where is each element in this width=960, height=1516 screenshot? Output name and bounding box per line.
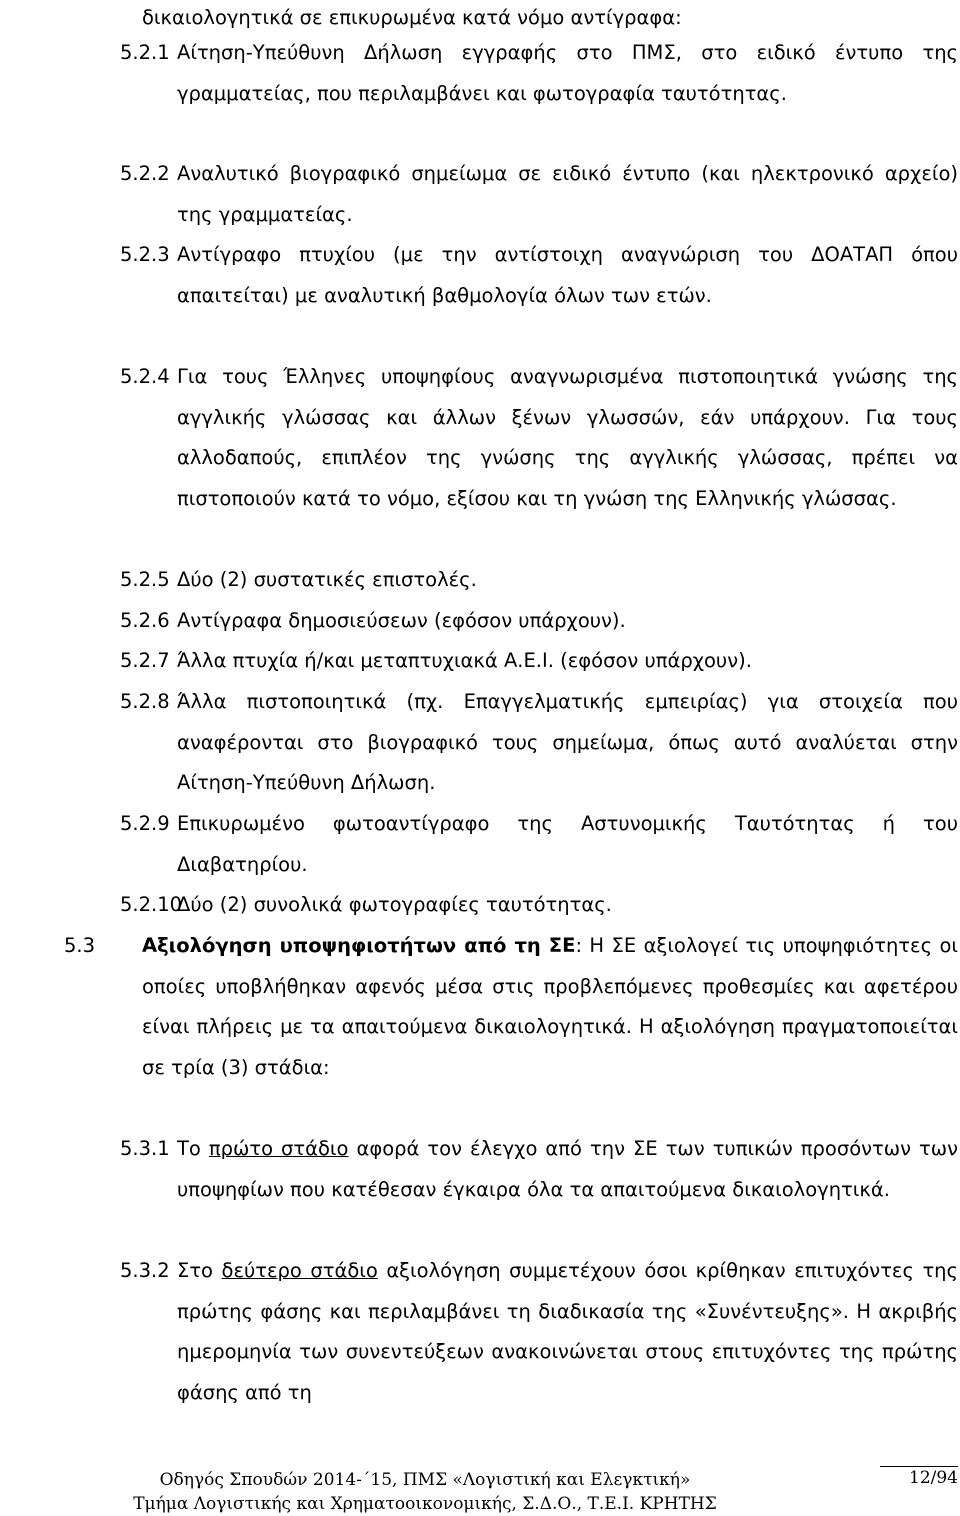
item-text-post: αφορά τον έλεγχο από την ΣΕ των τυπικών προσόντων των υποψηφίων που κατέθεσαν έγκαιρα όλα τα απαιτούμενα δικαιολογητικά. [177,1137,958,1201]
item-text: Άλλα πιστοποιητικά (πχ. Επαγγελματικής εμπειρίας) για στοιχεία που αναφέρονται στο βιογραφικό τους σημείωμα, όπως αυτό αναλύεται στην Αίτηση-Υπεύθυνη Δήλωση. [177,690,958,794]
item-number: 5.2.4 [120,365,170,388]
section-text [142,926,958,1088]
item-number: 5.2.5 [120,568,170,591]
list-item [120,560,958,601]
item-number: 5.2.7 [120,649,170,672]
item-text: Άλλα πτυχία ή/και μεταπτυχιακά Α.Ε.Ι. (εφόσον υπάρχουν). [177,649,752,672]
item-text-post: αξιολόγηση συμμετέχουν όσοι κρίθηκαν επιτυχόντες της πρώτης φάσης και περιλαμβάνει τη διαδικασία της «Συνέντευξης». Η ακριβής ημερομηνία των συνεντεύξεων ανακοινώνεται στους επιτυχόντες της πρώτης φάσης από τη [177,1259,958,1404]
item-number: 5.2.9 [120,812,170,835]
item-text-pre: Στο [177,1259,222,1282]
item-text: Δύο (2) συστατικές επιστολές. [177,568,477,591]
item-text [177,1251,958,1413]
list-item [120,641,958,682]
item-number: 5.2.6 [120,609,170,632]
list-item [120,885,958,926]
item-number: 5.3.1 [120,1137,170,1160]
item-text [177,1129,958,1210]
item-text: Αντίγραφα δημοσιεύσεων (εφόσον υπάρχουν). [177,609,626,632]
list-item [120,1129,958,1210]
list-item [120,235,958,316]
item-text: Αναλυτικό βιογραφικό σημείωμα σε ειδικό έντυπο (και ηλεκτρονικό αρχείο) της γραμματείας. [177,162,958,226]
item-number: 5.2.2 [120,162,170,185]
page-number: 12/94 [909,1468,958,1488]
footer-guide-title: Οδηγός Σπουδών 2014-΄15, ΠΜΣ «Λογιστική και Ελεγκτική» [159,1470,691,1490]
list-item [120,601,958,642]
item-text: Επικυρωμένο φωτοαντίγραφο της Αστυνομικής Ταυτότητας ή του Διαβατηρίου. [177,812,958,876]
item-text: Δύο (2) συνολικά φωτογραφίες ταυτότητας. [177,893,612,916]
item-text: Για τους Έλληνες υποψηφίους αναγνωρισμένα πιστοποιητικά γνώσης της αγγλικής γλώσσας και άλλων ξένων γλωσσών, εάν υπάρχουν. Για τους αλλοδαπούς, επιπλέον της γνώσης της αγγλικής γλώσσας, πρέπει να πιστοποιούν κατά το νόμο, εξίσου και τη γνώση της Ελληνικής γλώσσας. [177,365,958,510]
item-number: 5.3.2 [120,1259,170,1282]
list-item [120,804,958,885]
intro-text: δικαιολογητικά σε επικυρωμένα κατά νόμο αντίγραφα: [142,6,682,29]
item-text: Αίτηση-Υπεύθυνη Δήλωση εγγραφής στο ΠΜΣ, στο ειδικό έντυπο της γραμματείας, που περιλαμβάνει και φωτογραφία ταυτότητας. [177,41,958,105]
section-5-3 [64,926,958,1088]
item-number: 5.2.8 [120,690,170,713]
section-number: 5.3 [64,934,96,957]
item-number: 5.2.3 [120,243,170,266]
underlined-term: δεύτερο στάδιο [221,1259,378,1282]
section-title: Αξιολόγηση υποψηφιοτήτων από τη ΣΕ [142,934,576,957]
item-number: 5.2.10 [120,893,183,916]
item-text-pre: Το [177,1137,209,1160]
section-body: : Η ΣΕ αξιολογεί τις υποψηφιότητες οι οποίες υποβλήθηκαν αφενός μέσα στις προβλεπόμενες προθεσμίες και αφετέρου είναι πλήρεις με τα απαιτούμενα δικαιολογητικά. Η αξιολόγηση πραγματοποιείται σε τρία (3) στάδια: [142,934,958,1079]
item-text: Αντίγραφο πτυχίου (με την αντίστοιχη αναγνώριση του ΔΟΑΤΑΠ όπου απαιτείται) με αναλυτική βαθμολογία όλων των ετών. [177,243,958,307]
item-number: 5.2.1 [120,41,170,64]
list-item [120,682,958,804]
footer-department: Τμήμα Λογιστικής και Χρηματοοικονομικής, Σ.Δ.Ο., Τ.Ε.Ι. ΚΡΗΤΗΣ [133,1494,717,1514]
list-item [120,1251,958,1413]
underlined-term: πρώτο στάδιο [208,1137,349,1160]
list-item [120,154,958,235]
list-item [120,357,958,519]
list-item [120,33,958,114]
footer-rule [880,1466,958,1467]
